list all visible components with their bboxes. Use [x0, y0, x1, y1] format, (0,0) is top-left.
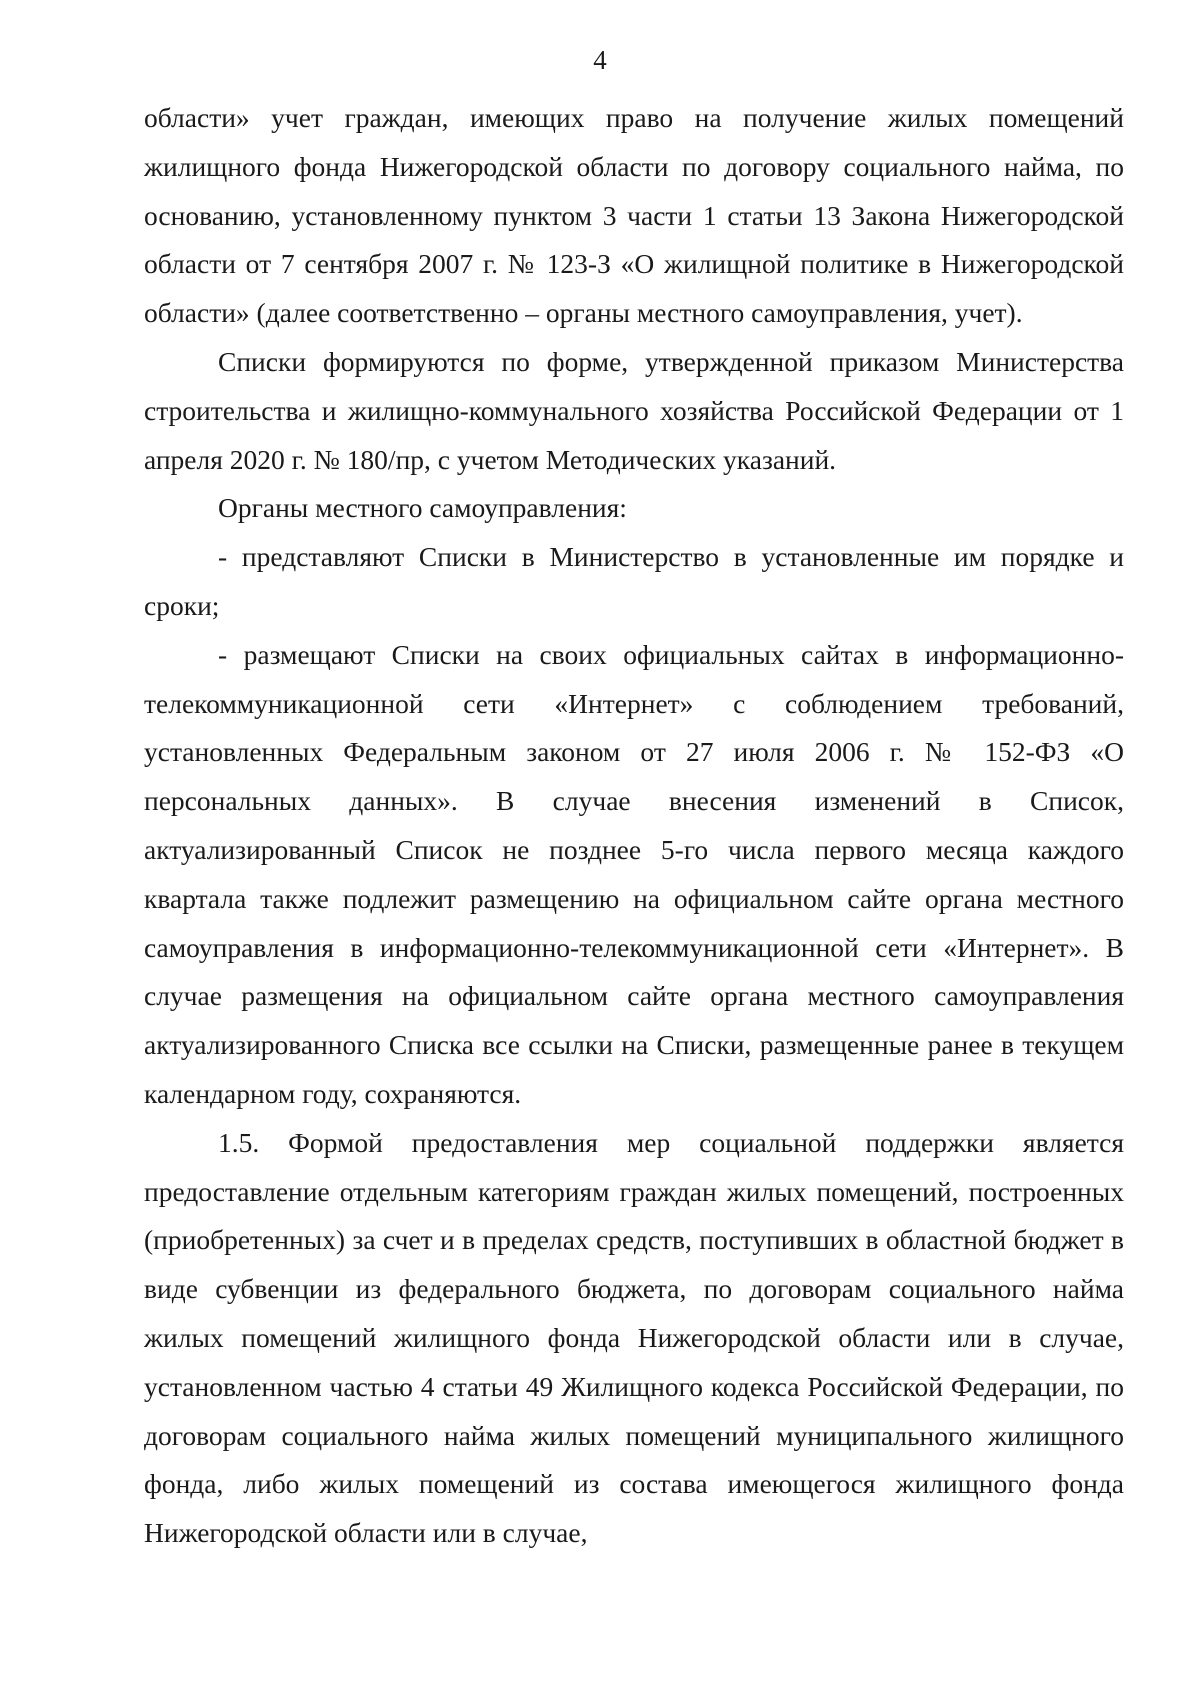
list-item-submit-lists: - представляют Списки в Министерство в установленные им порядке и сроки;: [144, 541, 1124, 621]
paragraph-lists-form: Списки формируются по форме, утвержденной приказом Министерства строительства и жилищно-коммунального хозяйства Российской Федерации от 1 апреля 2020 г. № 180/пр, с учетом Методических указаний.: [144, 345, 1124, 475]
paragraph-continuation: области» учет граждан, имеющих право на получение жилых помещений жилищного фонда Нижегородской области по договору социального найма, по основанию, установленному пунктом 3 части 1 статьи 13 Закона Нижегородской области от 7 сентября 2007 г. № 123-З «О жилищной политике в Нижегородской области» (далее соответственно – органы местного самоуправления, учет).: [144, 102, 1124, 329]
paragraph-local-authorities: Органы местного самоуправления:: [218, 492, 627, 524]
list-item-publish-lists: - размещают Списки на своих официальных сайтах в информационно-телекоммуникационной сети «Интернет» с соблюдением требований, установленных Федеральным законом от 27 июля 2006 г. № 152-ФЗ «О персональных данных». В случае внесения изменений в Список, актуализированный Список не позднее 5-го числа первого месяца каждого квартала также подлежит размещению на официальном сайте органа местного самоуправления в информационно-телекоммуникационной сети «Интернет». В случае размещения на официальном сайте органа местного самоуправления актуализированного Списка все ссылки на Списки, размещенные ранее в текущем календарном году, сохраняются.: [144, 638, 1124, 1109]
document-body: [144, 94, 1124, 1558]
page-number: 4: [593, 45, 607, 75]
paragraph-1-5: 1.5. Формой предоставления мер социальной поддержки является предоставление отдельным категориям граждан жилых помещений, построенных (приобретенных) за счет и в пределах средств, поступивших в областной бюджет в виде субвенции из федерального бюджета, по договорам социального найма жилых помещений жилищного фонда Нижегородской области или в случае, установленном частью 4 статьи 49 Жилищного кодекса Российской Федерации, по договорам социального найма жилых помещений муниципального жилищного фонда, либо жилых помещений из состава имеющегося жилищного фонда Нижегородской области или в случае,: [144, 1126, 1124, 1549]
